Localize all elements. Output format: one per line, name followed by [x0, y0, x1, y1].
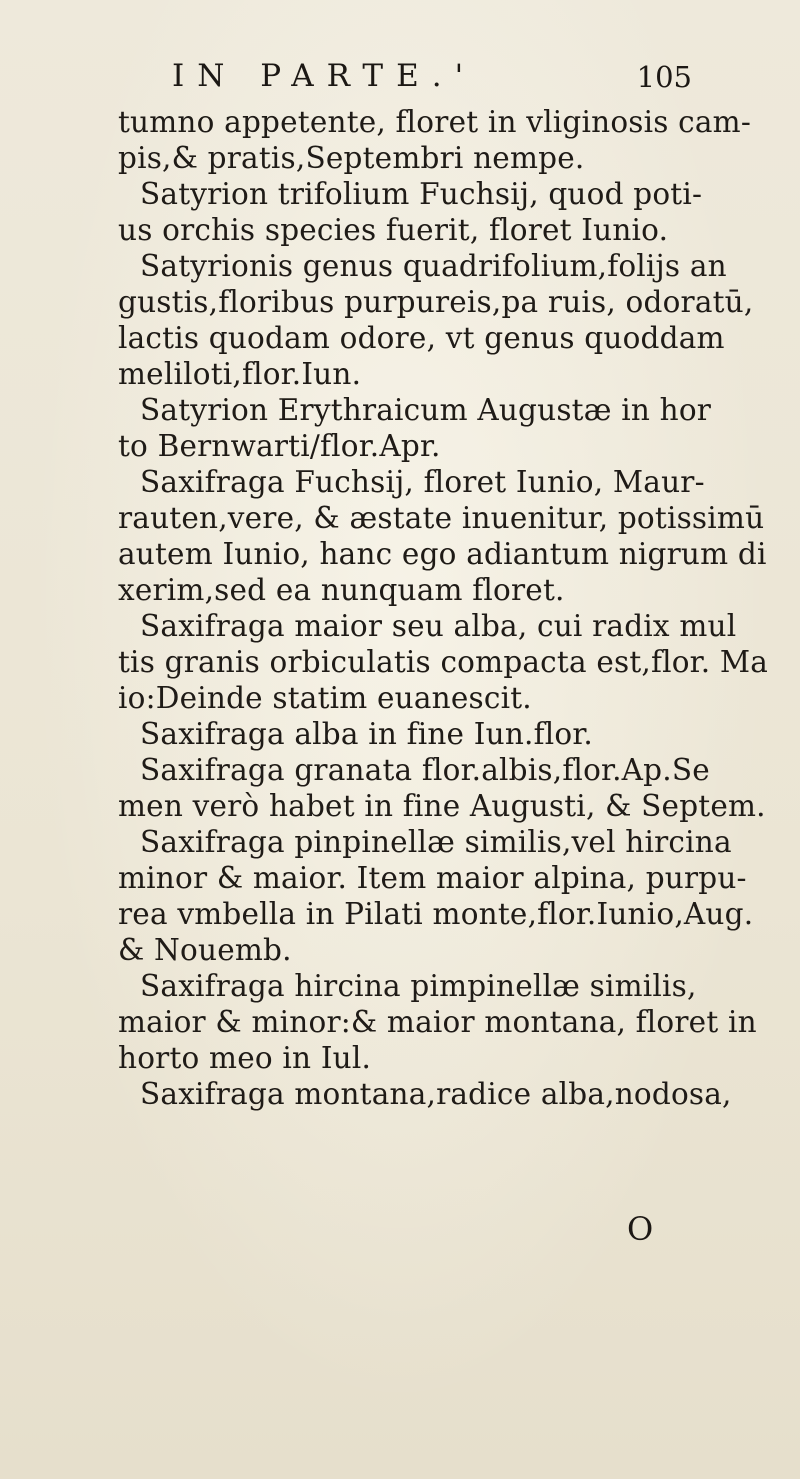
text-line: horto meo in Iul. — [118, 1041, 372, 1075]
text-line: autem Iunio, hanc ego adiantum nigrum di — [118, 537, 767, 571]
text-line: rea vmbella in Pilati monte,flor.Iunio,Aug. — [118, 897, 754, 931]
text-line: pis,& pratis,Septembri nempe. — [118, 141, 585, 175]
catchword: O — [627, 1210, 654, 1248]
text-line: tis granis orbiculatis compacta est,flor. Ma — [118, 645, 769, 679]
running-head: IN PARTE.' — [172, 58, 477, 94]
text-line: Saxifraga alba in fine Iun.flor. — [140, 717, 593, 751]
text-line: gustis,floribus purpureis,pa ruis, odoratū, — [118, 285, 754, 319]
page-header — [172, 58, 692, 102]
text-line: Saxifraga pinpinellæ similis,vel hircina — [140, 825, 732, 859]
text-line: Satyrionis genus quadrifolium,folijs an — [140, 249, 727, 283]
text-line: Saxifraga granata flor.albis,flor.Ap.Se — [140, 753, 710, 787]
text-line: Saxifraga Fuchsij, floret Iunio, Maur- — [140, 465, 705, 499]
text-line: men verò habet in fine Augusti, & Septem. — [118, 789, 766, 823]
page-number: 105 — [636, 60, 692, 94]
text-line: lactis quodam odore, vt genus quoddam — [118, 321, 725, 355]
text-line: Saxifraga montana,radice alba,nodosa, — [140, 1077, 732, 1111]
text-line: to Bernwarti/flor.Apr. — [118, 429, 441, 463]
text-line: maior & minor:& maior montana, floret in — [118, 1005, 757, 1039]
body-text — [118, 104, 769, 1112]
text-line: io:Deinde statim euanescit. — [118, 681, 532, 715]
text-line: & Nouemb. — [118, 933, 292, 967]
text-line: tumno appetente, floret in vliginosis cam- — [118, 105, 752, 139]
text-line: minor & maior. Item maior alpina, purpu- — [118, 861, 747, 895]
text-line: meliloti,flor.Iun. — [118, 357, 362, 391]
text-line: Satyrion Erythraicum Augustæ in hor — [140, 393, 712, 427]
text-line: Saxifraga hircina pimpinellæ similis, — [140, 969, 697, 1003]
text-line: us orchis species fuerit, floret Iunio. — [118, 213, 669, 247]
text-line: xerim,sed ea nunquam floret. — [118, 573, 565, 607]
text-line: Saxifraga maior seu alba, cui radix mul — [140, 609, 737, 643]
text-line: Satyrion trifolium Fuchsij, quod poti- — [140, 177, 703, 211]
text-line: rauten,vere, & æstate inuenitur, potissimū — [118, 501, 765, 535]
